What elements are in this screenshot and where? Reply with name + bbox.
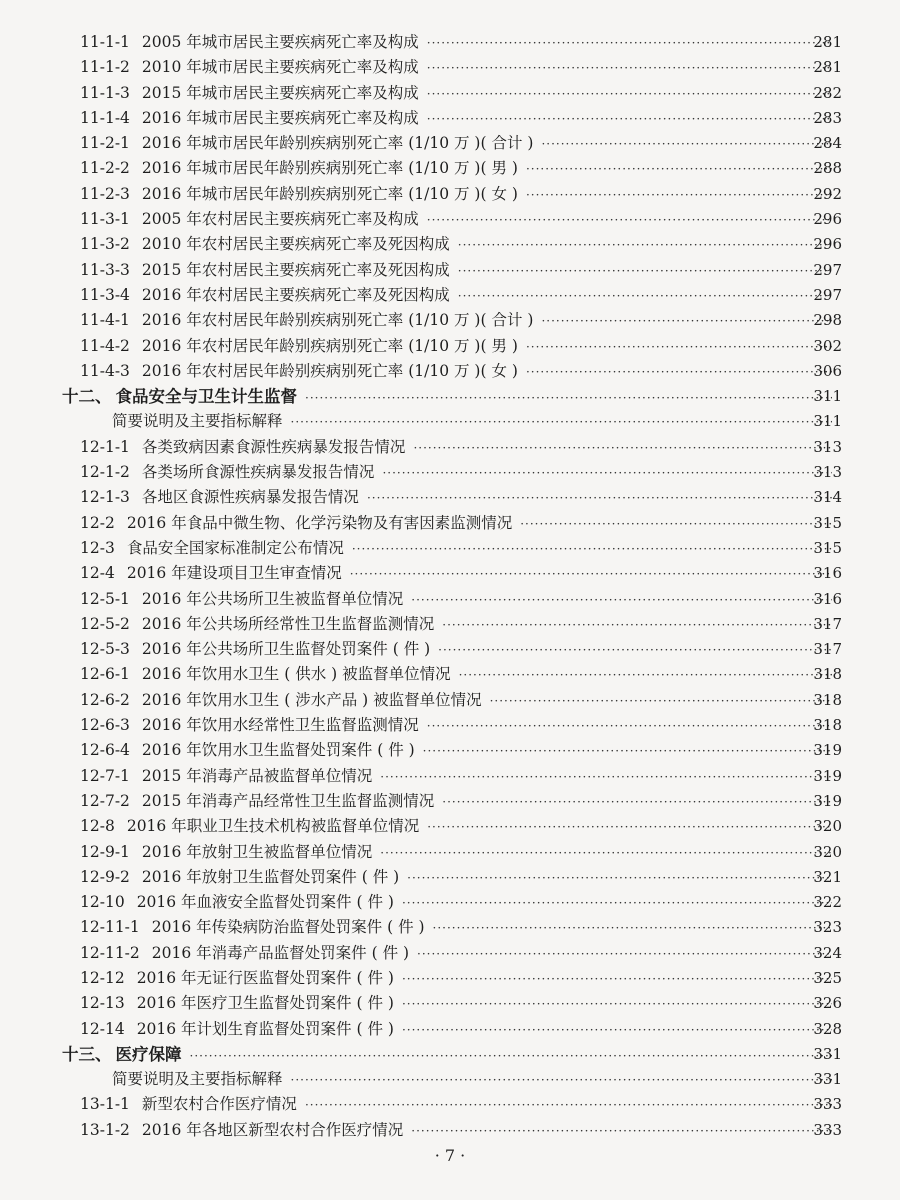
- toc-entry[interactable]: [0, 182, 900, 207]
- toc-entry-page: 333: [813, 1095, 842, 1114]
- toc-entry-text: [80, 561, 838, 587]
- dot-leader: [380, 841, 832, 866]
- toc-entry-title: 2016 年公共场所卫生被监督单位情况: [141, 589, 404, 608]
- toc-entry-text: [80, 587, 838, 613]
- toc-entry[interactable]: [0, 131, 900, 156]
- toc-entry[interactable]: [0, 460, 900, 485]
- dot-leader: [350, 562, 832, 587]
- toc-entry-text: [80, 511, 838, 537]
- toc-entry-text: [80, 814, 838, 840]
- toc-entry-number: 11-1-2: [80, 58, 130, 77]
- toc-entry-page: 314: [813, 488, 842, 507]
- toc-entry-number: 11-4-3: [80, 361, 130, 380]
- toc-entry[interactable]: [0, 55, 900, 80]
- toc-entry[interactable]: [0, 207, 900, 232]
- toc-entry-title: 2016 年饮用水卫生 ( 涉水产品 ) 被监督单位情况: [141, 690, 482, 709]
- toc-entry-title: 2016 年传染病防治监督处罚案件 ( 件 ): [151, 918, 425, 937]
- toc-entry-page: 326: [813, 994, 842, 1013]
- dot-leader: [520, 512, 832, 537]
- toc-entry-page: 296: [813, 210, 842, 229]
- toc-entry[interactable]: [0, 409, 900, 434]
- toc-entry-title: 2016 年血液安全监督处罚案件 ( 件 ): [136, 893, 394, 912]
- toc-entry[interactable]: [0, 283, 900, 308]
- toc-entry[interactable]: [0, 106, 900, 131]
- toc-entry-text: [80, 612, 838, 638]
- dot-leader: [490, 689, 832, 714]
- toc-entry-text: [80, 1092, 838, 1118]
- toc-entry-text: [62, 1042, 838, 1069]
- toc-entry-text: [80, 915, 838, 941]
- dot-leader: [305, 1093, 832, 1118]
- toc-entry-page: 281: [813, 33, 842, 51]
- toc-entry-page: 325: [813, 968, 842, 987]
- toc-entry[interactable]: [0, 840, 900, 865]
- toc-entry-number: 12-5-3: [80, 640, 130, 659]
- toc-entry[interactable]: [0, 915, 900, 940]
- toc-entry-title: 2016 年饮用水经常性卫生监督监测情况: [141, 716, 419, 735]
- toc-entry-number: 十三、: [62, 1044, 112, 1064]
- table-of-contents: [0, 30, 900, 1143]
- toc-entry-number: 12-5-1: [80, 589, 130, 608]
- toc-entry-text: [80, 207, 838, 233]
- toc-entry-number: 11-3-3: [80, 260, 130, 279]
- dot-leader: [459, 663, 832, 688]
- toc-entry-page: 311: [813, 412, 842, 431]
- toc-entry-page: 319: [813, 766, 842, 785]
- toc-entry[interactable]: [0, 308, 900, 333]
- toc-entry-page: 318: [813, 665, 842, 684]
- toc-entry-title: 各类场所食源性疾病暴发报告情况: [141, 463, 375, 482]
- toc-section-heading[interactable]: [0, 1042, 900, 1067]
- toc-entry-number: 12-9-1: [80, 842, 130, 861]
- toc-entry-number: 12-6-4: [80, 741, 130, 760]
- toc-entry-title: 2010 年城市居民主要疾病死亡率及构成: [141, 58, 419, 77]
- toc-entry-title: 2016 年农村居民主要疾病死亡率及死因构成: [141, 285, 450, 304]
- toc-entry-page: 296: [813, 235, 842, 254]
- toc-entry-title: 2016 年公共场所经常性卫生监督监测情况: [141, 614, 435, 633]
- toc-entry[interactable]: [0, 662, 900, 687]
- dot-leader: [526, 157, 832, 182]
- toc-entry[interactable]: [0, 232, 900, 257]
- toc-entry-text: [80, 106, 838, 132]
- toc-entry[interactable]: [0, 561, 900, 586]
- toc-entry-number: 12-14: [80, 1019, 125, 1038]
- toc-entry-title: 2016 年农村居民年龄别疾病别死亡率 (1/10 万 )( 男 ): [141, 336, 518, 355]
- toc-entry-page: 315: [813, 513, 842, 532]
- toc-entry-text: [80, 232, 838, 258]
- dot-leader: [190, 1044, 833, 1069]
- toc-entry-page: 315: [813, 538, 842, 557]
- dot-leader: [541, 309, 832, 334]
- toc-entry-text: [80, 156, 838, 182]
- toc-entry-page: 319: [813, 791, 842, 810]
- dot-leader: [367, 486, 832, 511]
- dot-leader: [442, 613, 832, 638]
- toc-entry-text: [112, 1067, 838, 1093]
- toc-entry-text: [80, 865, 838, 891]
- toc-entry-page: 306: [813, 361, 842, 380]
- toc-entry-title: 2016 年食品中微生物、化学污染物及有害因素监测情况: [126, 513, 513, 532]
- dot-leader: [407, 866, 832, 891]
- toc-entry-page: 283: [813, 108, 842, 127]
- dot-leader: [291, 1068, 832, 1093]
- dot-leader: [411, 588, 832, 613]
- toc-entry-number: 十二、: [62, 387, 112, 407]
- toc-entry-number: 13-1-2: [80, 1120, 130, 1139]
- toc-entry-number: 12-13: [80, 994, 125, 1013]
- toc-entry-page: 331: [813, 1044, 842, 1063]
- toc-entry-page: 333: [813, 1120, 842, 1139]
- toc-entry[interactable]: [0, 1092, 900, 1117]
- dot-leader: [380, 765, 832, 790]
- toc-entry-title: 2016 年计划生育监督处罚案件 ( 件 ): [136, 1019, 394, 1038]
- toc-entry-page: 321: [813, 867, 842, 886]
- toc-entry-page: 313: [813, 463, 842, 482]
- toc-entry-number: 12-6-3: [80, 716, 130, 735]
- toc-entry[interactable]: [0, 738, 900, 763]
- toc-entry-page: 320: [813, 842, 842, 861]
- toc-entry[interactable]: [0, 536, 900, 561]
- dot-leader: [427, 31, 832, 56]
- toc-entry[interactable]: [0, 814, 900, 839]
- toc-entry-page: 281: [813, 58, 842, 77]
- toc-entry[interactable]: [0, 941, 900, 966]
- toc-entry-page: 284: [813, 134, 842, 153]
- toc-entry-page: 302: [813, 336, 842, 355]
- toc-entry-text: [80, 182, 838, 208]
- dot-leader: [526, 360, 832, 385]
- toc-entry-text: [80, 536, 838, 562]
- toc-entry-number: 11-4-1: [80, 311, 130, 330]
- toc-entry-text: [80, 283, 838, 309]
- dot-leader: [417, 942, 832, 967]
- toc-entry-text: [80, 460, 838, 486]
- toc-entry-title: 简要说明及主要指标解释: [112, 412, 283, 431]
- toc-entry-number: 11-3-1: [80, 210, 130, 229]
- dot-leader: [458, 284, 832, 309]
- toc-entry-page: 313: [813, 437, 842, 456]
- toc-entry-title: 2016 年农村居民年龄别疾病别死亡率 (1/10 万 )( 女 ): [141, 361, 518, 380]
- toc-entry-page: 323: [813, 918, 842, 937]
- toc-entry-title: 食品安全国家标准制定公布情况: [126, 538, 344, 557]
- toc-entry-page: 317: [813, 640, 842, 659]
- toc-entry[interactable]: [0, 789, 900, 814]
- dot-leader: [411, 1119, 832, 1144]
- toc-entry-number: 12-6-2: [80, 690, 130, 709]
- toc-entry[interactable]: [0, 637, 900, 662]
- toc-entry-text: [80, 789, 838, 815]
- toc-entry[interactable]: [0, 612, 900, 637]
- toc-entry[interactable]: [0, 764, 900, 789]
- toc-entry-title: 简要说明及主要指标解释: [112, 1070, 283, 1089]
- toc-entry-title: 2015 年农村居民主要疾病死亡率及死因构成: [141, 260, 450, 279]
- toc-entry-title: 2016 年城市居民年龄别疾病别死亡率 (1/10 万 )( 男 ): [141, 159, 518, 178]
- toc-entry-number: 11-2-2: [80, 159, 130, 178]
- toc-entry-text: [80, 308, 838, 334]
- toc-entry-text: [80, 890, 838, 916]
- dot-leader: [423, 739, 832, 764]
- page-number: · 7 ·: [434, 1146, 466, 1165]
- toc-entry-text: [80, 1017, 838, 1043]
- dot-leader: [382, 461, 832, 486]
- toc-entry-title: 医疗保障: [115, 1044, 182, 1064]
- dot-leader: [402, 992, 832, 1017]
- dot-leader: [427, 714, 832, 739]
- toc-entry-page: 298: [813, 311, 842, 330]
- toc-entry-title: 2015 年消毒产品经常性卫生监督监测情况: [141, 791, 435, 810]
- toc-entry-number: 11-1-1: [80, 33, 130, 51]
- toc-entry[interactable]: [0, 966, 900, 991]
- toc-entry-title: 2016 年建设项目卫生审查情况: [126, 564, 342, 583]
- toc-entry-title: 2015 年城市居民主要疾病死亡率及构成: [141, 83, 419, 102]
- toc-entry-page: 288: [813, 159, 842, 178]
- toc-entry-text: [62, 384, 838, 411]
- toc-entry-number: 11-2-1: [80, 134, 130, 153]
- dot-leader: [402, 967, 832, 992]
- toc-entry-text: [80, 485, 838, 511]
- toc-entry[interactable]: [0, 81, 900, 106]
- toc-entry-number: 13-1-1: [80, 1095, 130, 1114]
- toc-entry-title: 2010 年农村居民主要疾病死亡率及死因构成: [141, 235, 450, 254]
- dot-leader: [442, 790, 832, 815]
- toc-entry-title: 2016 年各地区新型农村合作医疗情况: [141, 1120, 404, 1139]
- toc-entry-text: [80, 435, 838, 461]
- toc-entry[interactable]: [0, 511, 900, 536]
- dot-leader: [458, 233, 832, 258]
- toc-entry[interactable]: [0, 359, 900, 384]
- toc-entry-page: 331: [813, 1070, 842, 1089]
- dot-leader: [352, 537, 832, 562]
- dot-leader: [402, 1018, 832, 1043]
- toc-entry-text: [80, 359, 838, 385]
- toc-entry-title: 新型农村合作医疗情况: [141, 1095, 297, 1114]
- dot-leader: [427, 208, 832, 233]
- dot-leader: [402, 891, 832, 916]
- toc-entry[interactable]: [0, 435, 900, 460]
- toc-entry[interactable]: [0, 890, 900, 915]
- toc-entry-number: 12-4: [80, 564, 115, 583]
- dot-leader: [291, 410, 832, 435]
- toc-entry-number: 12-11-1: [80, 918, 140, 937]
- toc-entry-title: 2016 年消毒产品监督处罚案件 ( 件 ): [151, 943, 410, 962]
- toc-entry[interactable]: [0, 865, 900, 890]
- dot-leader: [305, 386, 832, 411]
- dot-leader: [427, 56, 832, 81]
- toc-entry-title: 各类致病因素食源性疾病暴发报告情况: [141, 437, 406, 456]
- toc-entry-title: 2016 年城市居民年龄别疾病别死亡率 (1/10 万 )( 女 ): [141, 184, 518, 203]
- dot-leader: [438, 638, 832, 663]
- toc-entry-number: 12-1-2: [80, 463, 130, 482]
- toc-entry-title: 2005 年农村居民主要疾病死亡率及构成: [141, 210, 419, 229]
- toc-entry[interactable]: [0, 334, 900, 359]
- toc-entry-number: 11-4-2: [80, 336, 130, 355]
- toc-entry-text: [80, 713, 838, 739]
- toc-entry-text: [80, 662, 838, 688]
- dot-leader: [433, 916, 832, 941]
- toc-entry-page: 311: [813, 387, 842, 406]
- dot-leader: [541, 132, 832, 157]
- toc-entry-title: 2016 年无证行医监督处罚案件 ( 件 ): [136, 968, 394, 987]
- toc-entry-text: [80, 688, 838, 714]
- toc-entry-page: 318: [813, 690, 842, 709]
- toc-entry-number: 12-12: [80, 968, 125, 987]
- toc-entry-title: 2016 年职业卫生技术机构被监督单位情况: [126, 817, 420, 836]
- toc-entry-text: [80, 55, 838, 81]
- dot-leader: [526, 335, 832, 360]
- toc-entry-number: 11-3-2: [80, 235, 130, 254]
- toc-entry-title: 2015 年消毒产品被监督单位情况: [141, 766, 373, 785]
- toc-entry-page: 292: [813, 184, 842, 203]
- toc-entry-number: 12-8: [80, 817, 115, 836]
- dot-leader: [413, 436, 832, 461]
- toc-entry[interactable]: [0, 587, 900, 612]
- toc-entry-title: 2016 年饮用水卫生 ( 供水 ) 被监督单位情况: [141, 665, 451, 684]
- toc-entry-title: 2016 年放射卫生被监督单位情况: [141, 842, 373, 861]
- toc-entry-page: 316: [813, 564, 842, 583]
- toc-entry-text: [112, 409, 838, 435]
- toc-entry-number: 12-3: [80, 538, 115, 557]
- toc-entry-title: 2016 年城市居民年龄别疾病别死亡率 (1/10 万 )( 合计 ): [141, 134, 534, 153]
- toc-entry-number: 12-2: [80, 513, 115, 532]
- toc-entry-text: [80, 131, 838, 157]
- toc-entry[interactable]: [0, 688, 900, 713]
- toc-entry[interactable]: [0, 258, 900, 283]
- toc-entry-page: 320: [813, 817, 842, 836]
- toc-entry[interactable]: [0, 485, 900, 510]
- toc-entry-page: 318: [813, 716, 842, 735]
- toc-entry-page: 297: [813, 285, 842, 304]
- toc-entry-text: [80, 840, 838, 866]
- toc-entry-title: 2016 年医疗卫生监督处罚案件 ( 件 ): [136, 994, 394, 1013]
- dot-leader: [427, 107, 832, 132]
- toc-entry-text: [80, 81, 838, 107]
- toc-entry-page: 324: [813, 943, 842, 962]
- toc-entry-number: 12-11-2: [80, 943, 140, 962]
- toc-entry-number: 11-3-4: [80, 285, 130, 304]
- toc-entry-title: 各地区食源性疾病暴发报告情况: [141, 488, 359, 507]
- toc-entry-page: 297: [813, 260, 842, 279]
- toc-entry-text: [80, 991, 838, 1017]
- toc-entry-page: 319: [813, 741, 842, 760]
- toc-entry[interactable]: [0, 1118, 900, 1143]
- toc-entry-number: 12-10: [80, 893, 125, 912]
- toc-entry-title: 2016 年饮用水卫生监督处罚案件 ( 件 ): [141, 741, 415, 760]
- toc-entry-title: 2005 年城市居民主要疾病死亡率及构成: [141, 33, 419, 51]
- toc-entry-number: 12-7-2: [80, 791, 130, 810]
- toc-entry[interactable]: [0, 1067, 900, 1092]
- toc-entry[interactable]: [0, 30, 900, 55]
- dot-leader: [458, 259, 832, 284]
- toc-entry-text: [80, 764, 838, 790]
- toc-entry[interactable]: [0, 713, 900, 738]
- toc-entry-number: 12-7-1: [80, 766, 130, 785]
- toc-entry-number: 12-6-1: [80, 665, 130, 684]
- toc-entry-page: 322: [813, 893, 842, 912]
- toc-entry-text: [80, 966, 838, 992]
- toc-entry-number: 11-1-3: [80, 83, 130, 102]
- toc-entry-number: 12-1-1: [80, 437, 130, 456]
- toc-entry-text: [80, 738, 838, 764]
- toc-entry-title: 2016 年公共场所卫生监督处罚案件 ( 件 ): [141, 640, 431, 659]
- toc-entry-number: 12-1-3: [80, 488, 130, 507]
- toc-entry-page: 282: [813, 83, 842, 102]
- dot-leader: [526, 183, 832, 208]
- toc-entry-number: 11-1-4: [80, 108, 130, 127]
- toc-entry-page: 316: [813, 589, 842, 608]
- dot-leader: [427, 82, 832, 107]
- toc-entry-title: 2016 年放射卫生监督处罚案件 ( 件 ): [141, 867, 400, 886]
- toc-entry-text: [80, 334, 838, 360]
- toc-entry-text: [80, 30, 838, 56]
- toc-entry-title: 食品安全与卫生计生监督: [115, 387, 297, 407]
- toc-entry-title: 2016 年农村居民年龄别疾病别死亡率 (1/10 万 )( 合计 ): [141, 311, 534, 330]
- toc-entry-number: 12-9-2: [80, 867, 130, 886]
- toc-entry-page: 317: [813, 614, 842, 633]
- toc-entry-page: 328: [813, 1019, 842, 1038]
- toc-entry-text: [80, 941, 838, 967]
- toc-entry-text: [80, 258, 838, 284]
- toc-entry[interactable]: [0, 991, 900, 1016]
- toc-entry-text: [80, 1118, 838, 1144]
- toc-entry-text: [80, 637, 838, 663]
- toc-entry-title: 2016 年城市居民主要疾病死亡率及构成: [141, 108, 419, 127]
- toc-entry-number: 11-2-3: [80, 184, 130, 203]
- toc-entry-number: 12-5-2: [80, 614, 130, 633]
- dot-leader: [427, 815, 832, 840]
- toc-section-heading[interactable]: [0, 384, 900, 409]
- toc-entry[interactable]: [0, 1017, 900, 1042]
- toc-entry[interactable]: [0, 156, 900, 181]
